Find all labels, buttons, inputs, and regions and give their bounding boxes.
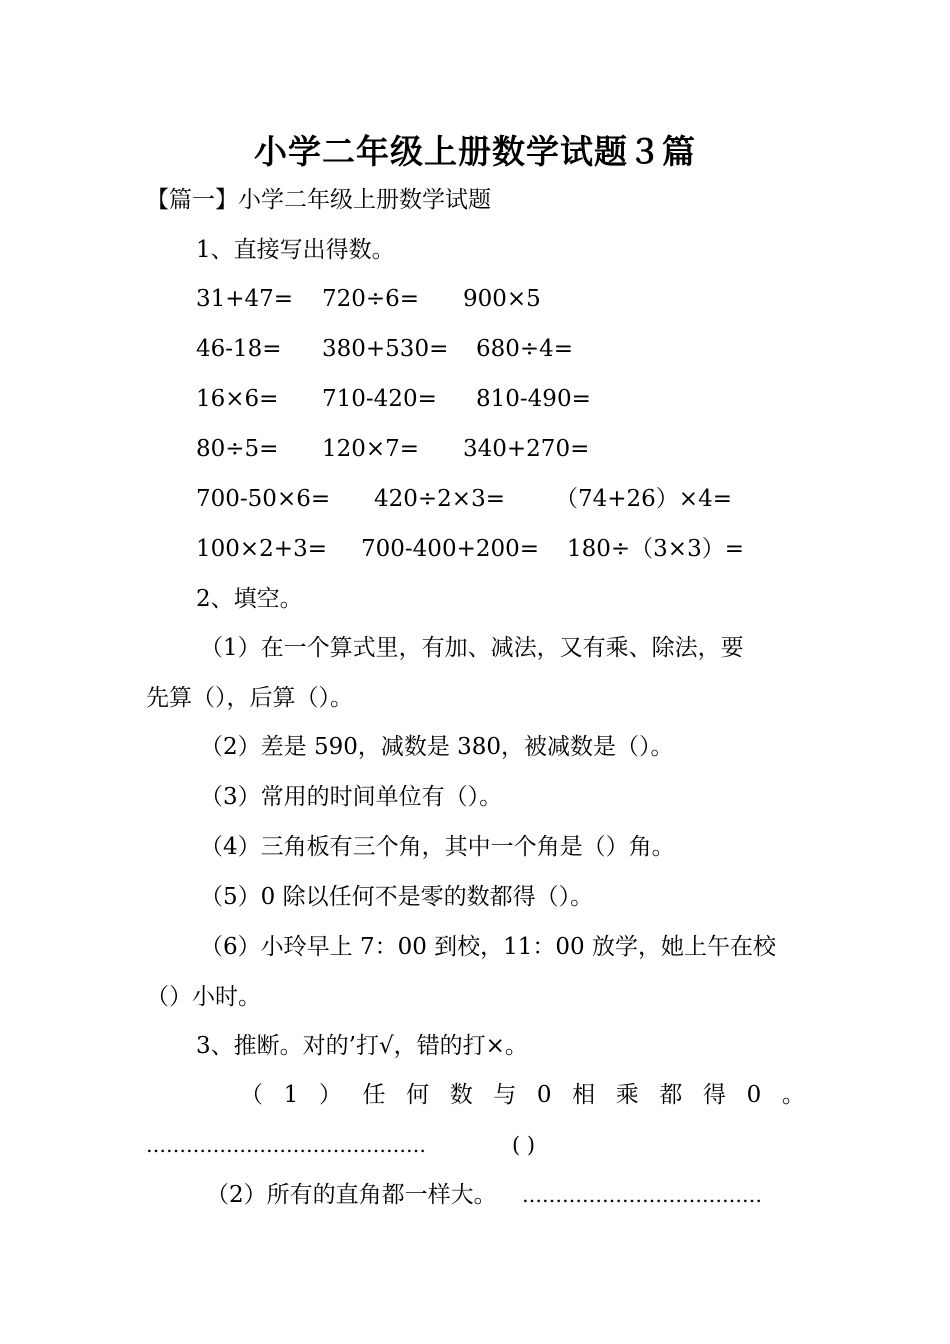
q1-row-4-expr-3: 340+270= [463, 436, 590, 462]
q3-heading: 3、推断。对的’打√，错的打×。 [196, 1033, 528, 1059]
q2-item-1-line-2: 先算（），后算（）。 [146, 685, 353, 711]
q3-item-1-line-1 [240, 1080, 805, 1110]
q3-item-1-char: 相 [572, 1082, 596, 1108]
q2-item-1-line-1: （1）在一个算式里，有加、减法，又有乘、除法，要 [200, 635, 744, 661]
q3-item-1-char: 得 [702, 1082, 726, 1108]
q3-item-1-answer-bracket: ( ) [512, 1133, 536, 1157]
q1-row-5-expr-3: （74+26）×4= [555, 486, 732, 512]
q2-item-6-line-2: （）小时。 [146, 984, 261, 1010]
q1-row-4-expr-2: 120×7= [322, 436, 420, 462]
q3-item-1-char: 任 [362, 1082, 386, 1108]
q1-row-6-expr-3: 180÷（3×3）= [567, 536, 744, 562]
q3-item-1-char: ） [318, 1082, 342, 1108]
q3-item-1-char: 乘 [615, 1082, 639, 1108]
q3-item-1-char: 0 [746, 1082, 762, 1108]
q1-row-3-expr-1: 16×6= [196, 386, 279, 412]
q3-item-1-char: 。 [781, 1082, 805, 1108]
q3-item-2-dot-leader: ……………………………… [522, 1183, 762, 1207]
q1-row-4-expr-1: 80÷5= [196, 436, 279, 462]
q2-item-6-line-1: （6）小玲早上 7：00 到校，11：00 放学，她上午在校 [200, 934, 776, 960]
q1-row-6-expr-2: 700-400+200= [361, 536, 540, 562]
q1-row-3-expr-3: 810-490= [476, 386, 591, 412]
q3-item-1-char: 数 [449, 1082, 473, 1108]
q2-heading: 2、填空。 [196, 586, 303, 612]
section-heading: 【篇一】小学二年级上册数学试题 [146, 187, 491, 213]
q1-row-1-expr-3: 900×5 [463, 286, 541, 312]
q3-item-2-text: （2）所有的直角都一样大。 [206, 1182, 497, 1208]
q3-item-1-char: 0 [536, 1082, 552, 1108]
q3-item-1-char: 1 [283, 1082, 299, 1108]
q3-item-1-char: 与 [493, 1082, 517, 1108]
page-title: 小学二年级上册数学试题３篇 [254, 132, 696, 171]
q1-row-2-expr-1: 46-18= [196, 336, 282, 362]
q1-heading: 1、直接写出得数。 [196, 237, 395, 263]
q3-item-1-dot-leader: …………………………………… [146, 1133, 426, 1157]
q1-row-1-expr-2: 720÷6= [322, 286, 420, 312]
q1-row-5-expr-1: 700-50×6= [196, 486, 331, 512]
q1-row-2-expr-2: 380+530= [322, 336, 449, 362]
q3-item-1-char: （ [240, 1082, 263, 1108]
q1-row-5-expr-2: 420÷2×3= [374, 486, 505, 512]
q3-item-1-char: 何 [406, 1082, 430, 1108]
q1-row-3-expr-2: 710-420= [322, 386, 437, 412]
q3-item-1-char: 都 [659, 1082, 683, 1108]
q2-item-5: （5）0 除以任何不是零的数都得（）。 [200, 884, 594, 910]
q1-row-1-expr-1: 31+47= [196, 286, 294, 312]
q2-item-3: （3）常用的时间单位有（）。 [200, 784, 503, 810]
q2-item-4: （4）三角板有三个角，其中一个角是（）角。 [200, 834, 675, 860]
q1-row-6-expr-1: 100×2+3= [196, 536, 327, 562]
q1-row-2-expr-3: 680÷4= [476, 336, 574, 362]
q2-item-2: （2）差是 590，减数是 380，被减数是（）。 [200, 734, 674, 760]
